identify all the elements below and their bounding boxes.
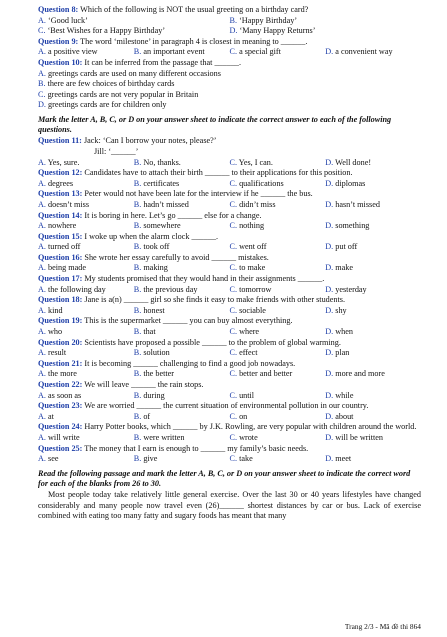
option-letter: A. bbox=[38, 242, 46, 252]
option-letter: A. bbox=[38, 178, 46, 188]
question-stem bbox=[38, 444, 421, 455]
question-text: Harry Potter books, which ______ by J.K. Rowling, are very popular with children around the world. bbox=[82, 422, 417, 432]
answer-option[interactable]: D. put off bbox=[325, 242, 358, 252]
question-item bbox=[38, 136, 421, 168]
answer-option[interactable]: C. Yes, I can. bbox=[229, 157, 273, 167]
question-number: Question 24: bbox=[38, 422, 83, 432]
answer-option[interactable]: D. something bbox=[325, 221, 370, 231]
option-letter: B. bbox=[133, 369, 142, 379]
question-text: She wrote her essay carefully to avoid ______ mistakes. bbox=[82, 252, 269, 262]
question-item bbox=[38, 211, 421, 232]
question-stem bbox=[38, 58, 421, 69]
answer-option[interactable]: C. until bbox=[229, 390, 255, 400]
question-stem bbox=[38, 316, 421, 327]
answer-option[interactable]: A. result bbox=[38, 348, 67, 358]
answer-option[interactable]: A. turned off bbox=[38, 242, 81, 252]
option-letter: B. bbox=[229, 15, 238, 25]
answer-option[interactable]: A. nowhere bbox=[38, 221, 77, 231]
question-item bbox=[38, 422, 421, 443]
answer-option[interactable]: A. see bbox=[38, 454, 59, 464]
question-number: Question 12: bbox=[38, 168, 83, 178]
option-letter: B. bbox=[133, 221, 142, 231]
answer-option[interactable]: C. didn’t miss bbox=[229, 199, 276, 209]
option-letter: C. bbox=[229, 178, 238, 188]
answer-option[interactable]: B. the previous day bbox=[133, 284, 198, 294]
option-letter: C. bbox=[229, 432, 238, 442]
answer-option[interactable]: B. No, thanks. bbox=[133, 157, 181, 167]
option-letter: B. bbox=[133, 390, 142, 400]
answer-option[interactable]: C. a special gift bbox=[229, 47, 281, 57]
option-letter: C. bbox=[229, 327, 238, 337]
answer-options bbox=[38, 47, 421, 58]
page-footer: Trang 2/3 - Mã đề thi 864 bbox=[344, 622, 421, 631]
answer-option[interactable]: A. a positive view bbox=[38, 47, 98, 57]
answer-option[interactable]: C. better and better bbox=[229, 369, 293, 379]
option-letter: D. bbox=[325, 157, 334, 167]
answer-option[interactable]: B. took off bbox=[133, 242, 170, 252]
question-stem bbox=[38, 189, 421, 200]
option-letter: A. bbox=[38, 454, 46, 464]
answer-option[interactable]: C. take bbox=[229, 454, 253, 464]
option-letter: D. bbox=[325, 432, 334, 442]
option-letter: D. bbox=[325, 454, 334, 464]
question-text: It is boring in here. Let’s go ______ else for a change. bbox=[82, 210, 262, 220]
answer-options bbox=[38, 179, 421, 190]
option-letter: C. bbox=[229, 284, 238, 294]
answer-option[interactable]: A. who bbox=[38, 327, 63, 337]
option-letter: A. bbox=[38, 221, 46, 231]
question-text: We will leave ______ the rain stops. bbox=[82, 380, 204, 389]
instruction-passage-26-30: Read the following passage and mark the letter A, B, C, or D on your answer sheet to indicate the correct word for each of the blanks from 26 to 30. bbox=[38, 468, 411, 488]
answer-options bbox=[38, 158, 421, 169]
question-dialog-line: Jill: ‘______’ bbox=[94, 146, 139, 156]
answer-option[interactable]: D. a convenient way bbox=[325, 47, 393, 57]
option-letter: B. bbox=[133, 305, 142, 315]
answer-option[interactable]: C. went off bbox=[229, 242, 267, 252]
question-item bbox=[38, 380, 421, 401]
option-letter: C. bbox=[229, 305, 238, 315]
question-item bbox=[38, 232, 421, 253]
answer-options bbox=[38, 412, 421, 423]
question-stem bbox=[38, 295, 421, 306]
answer-option[interactable]: A. kind bbox=[38, 305, 63, 315]
option-letter: C. bbox=[229, 411, 238, 421]
answer-option[interactable]: A. Yes, sure. bbox=[38, 157, 80, 167]
question-number: Question 21: bbox=[38, 358, 83, 368]
option-letter: A. bbox=[38, 432, 46, 442]
answer-option[interactable]: D. about bbox=[325, 411, 354, 421]
question-text: It is becoming ______ challenging to find a good job nowadays. bbox=[82, 358, 296, 368]
question-text: Candidates have to attach their birth ______ to their applications for this position. bbox=[82, 168, 353, 178]
question-text: Jack: ‘Can I borrow your notes, please?’ bbox=[81, 136, 217, 146]
question-item bbox=[38, 444, 421, 465]
option-letter: A. bbox=[38, 199, 46, 209]
questions-11-25 bbox=[38, 136, 421, 464]
option-letter: A. bbox=[38, 68, 46, 78]
answer-options bbox=[38, 433, 421, 444]
answer-options bbox=[38, 391, 421, 402]
option-letter: A. bbox=[38, 411, 46, 421]
question-stem bbox=[38, 232, 421, 243]
answer-option[interactable]: A. will write bbox=[38, 432, 80, 442]
answer-options bbox=[38, 263, 421, 274]
question-number: Question 15: bbox=[38, 231, 83, 241]
question-stem bbox=[38, 211, 421, 222]
option-letter: D. bbox=[325, 199, 334, 209]
answer-option[interactable]: C. wrote bbox=[229, 432, 258, 442]
option-letter: D. bbox=[325, 242, 334, 252]
option-letter: C. bbox=[38, 89, 46, 99]
option-letter: B. bbox=[133, 157, 142, 167]
option-letter: D. bbox=[325, 305, 334, 315]
answer-option[interactable]: D. yesterday bbox=[325, 284, 367, 294]
answer-option[interactable]: D. meet bbox=[325, 454, 352, 464]
question-number: Question 17: bbox=[38, 274, 83, 284]
answer-option[interactable]: B. solution bbox=[133, 348, 170, 358]
answer-option[interactable]: B. during bbox=[133, 390, 165, 400]
question-stem bbox=[38, 359, 421, 370]
question-item bbox=[38, 168, 421, 189]
option-letter: D. bbox=[325, 263, 334, 273]
answer-option[interactable]: D. Well done! bbox=[325, 157, 372, 167]
option-letter: D. bbox=[325, 390, 334, 400]
option-letter: A. bbox=[38, 15, 46, 25]
answer-options bbox=[38, 221, 421, 232]
option-letter: D. bbox=[325, 327, 334, 337]
question-item bbox=[38, 37, 421, 58]
answer-option[interactable]: D. diplomas bbox=[325, 178, 366, 188]
answer-option[interactable]: A. the following day bbox=[38, 284, 106, 294]
option-letter: C. bbox=[229, 47, 238, 57]
option-letter: C. bbox=[38, 26, 46, 36]
option-letter: B. bbox=[133, 454, 142, 464]
question-number: Question 13: bbox=[38, 189, 83, 199]
question-stem bbox=[38, 37, 421, 48]
question-text: I woke up when the alarm clock ______. bbox=[82, 231, 219, 241]
option-letter: D. bbox=[325, 348, 334, 358]
question-item bbox=[38, 58, 421, 111]
answer-option[interactable]: D. will be written bbox=[325, 432, 384, 442]
option-letter: A. bbox=[38, 263, 46, 273]
option-letter: C. bbox=[229, 263, 238, 273]
question-text: The word ‘milestone’ in paragraph 4 is closest in meaning to ______. bbox=[78, 36, 308, 46]
question-text: Jane is a(n) ______ girl so she finds it easy to make friends with other students. bbox=[82, 295, 345, 305]
question-text: It can be inferred from the passage that ______. bbox=[82, 57, 242, 67]
question-stem bbox=[38, 380, 421, 391]
answer-options bbox=[38, 242, 421, 253]
option-letter: B. bbox=[133, 199, 142, 209]
answer-option[interactable]: A. greetings cards are used on many different occasions bbox=[38, 68, 221, 78]
answer-option[interactable]: A. ‘Good luck’ bbox=[38, 15, 88, 25]
answer-option[interactable]: D. make bbox=[325, 263, 353, 273]
question-text: Peter would not have been late for the interview if he ______ the bus. bbox=[82, 189, 313, 199]
answer-options bbox=[38, 16, 421, 37]
option-letter: A. bbox=[38, 47, 46, 57]
answer-option[interactable]: B. ‘Happy Birthday’ bbox=[229, 15, 298, 25]
option-letter: C. bbox=[229, 369, 238, 379]
answer-option[interactable]: B. making bbox=[133, 263, 168, 273]
answer-option[interactable]: D. while bbox=[325, 390, 354, 400]
answer-option[interactable]: A. as soon as bbox=[38, 390, 82, 400]
answer-option[interactable]: C. qualifications bbox=[229, 178, 284, 188]
question-item bbox=[38, 189, 421, 210]
question-number: Question 25: bbox=[38, 443, 83, 453]
question-item bbox=[38, 295, 421, 316]
option-letter: B. bbox=[133, 263, 142, 273]
option-letter: B. bbox=[133, 47, 142, 57]
option-letter: D. bbox=[38, 100, 46, 110]
option-letter: D. bbox=[325, 284, 334, 294]
question-item bbox=[38, 401, 421, 422]
option-letter: B. bbox=[133, 178, 142, 188]
answer-options bbox=[38, 369, 421, 380]
answer-option[interactable]: C. greetings cards are not very popular in Britain bbox=[38, 89, 199, 99]
option-letter: B. bbox=[133, 242, 142, 252]
option-letter: C. bbox=[229, 157, 238, 167]
question-number: Question 19: bbox=[38, 316, 83, 326]
question-item bbox=[38, 338, 421, 359]
question-stem bbox=[38, 338, 421, 349]
question-stem bbox=[38, 274, 421, 285]
answer-options bbox=[38, 200, 421, 211]
question-number: Question 16: bbox=[38, 252, 83, 262]
question-stem bbox=[38, 168, 421, 179]
question-number: Question 18: bbox=[38, 295, 83, 305]
answer-option[interactable]: C. tomorrow bbox=[229, 284, 272, 294]
question-text: Scientists have proposed a possible ______ to the problem of global warming. bbox=[82, 337, 341, 347]
questions-8-10 bbox=[38, 5, 421, 111]
answer-option[interactable]: B. honest bbox=[133, 305, 165, 315]
answer-option[interactable]: D. ‘Many Happy Returns’ bbox=[229, 26, 316, 36]
question-number: Question 22: bbox=[38, 380, 83, 389]
answer-option[interactable]: C. sociable bbox=[229, 305, 266, 315]
option-letter: C. bbox=[229, 199, 238, 209]
option-letter: A. bbox=[38, 390, 46, 400]
option-letter: B. bbox=[133, 411, 142, 421]
answer-options bbox=[38, 454, 421, 465]
option-letter: B. bbox=[133, 284, 142, 294]
option-letter: A. bbox=[38, 284, 46, 294]
question-item bbox=[38, 5, 421, 37]
question-text: Which of the following is NOT the usual greeting on a birthday card? bbox=[78, 5, 309, 14]
option-letter: D. bbox=[325, 221, 334, 231]
option-letter: B. bbox=[133, 327, 142, 337]
answer-option[interactable]: C. where bbox=[229, 327, 260, 337]
answer-options bbox=[38, 285, 421, 296]
answer-option[interactable]: C. on bbox=[229, 411, 248, 421]
option-letter: C. bbox=[229, 348, 238, 358]
answer-option[interactable]: D. more and more bbox=[325, 369, 385, 379]
question-text: We are worried ______ the current situation of environmental pollution in our country. bbox=[82, 401, 369, 411]
question-item bbox=[38, 253, 421, 274]
option-letter: D. bbox=[229, 26, 238, 36]
question-item bbox=[38, 359, 421, 380]
answer-option[interactable]: B. certificates bbox=[133, 178, 180, 188]
answer-option[interactable]: B. there are few choices of birthday cards bbox=[38, 79, 175, 89]
option-letter: A. bbox=[38, 305, 46, 315]
question-number: Question 11: bbox=[38, 136, 82, 146]
question-text: This is the supermarket ______ you can buy almost everything. bbox=[82, 316, 293, 326]
option-letter: D. bbox=[325, 411, 334, 421]
answer-option[interactable]: C. to make bbox=[229, 263, 266, 273]
question-stem bbox=[38, 5, 421, 16]
option-letter: B. bbox=[133, 432, 142, 442]
option-letter: C. bbox=[229, 221, 238, 231]
passage-text: Most people today take relatively little general exercise. Over the last 30 or 40 years lifestyles have changed considerably and many people now travel even (26)______ shortest distances by car or bus. Lack of exercise combined with eating too many fatty and sugary foods has meant that many bbox=[38, 490, 421, 521]
question-number: Question 10: bbox=[38, 57, 83, 67]
answer-option[interactable]: A. doesn’t miss bbox=[38, 199, 90, 209]
answer-option[interactable]: B. somewhere bbox=[133, 221, 181, 231]
answer-option[interactable]: A. degrees bbox=[38, 178, 74, 188]
question-number: Question 9: bbox=[38, 36, 79, 46]
question-number: Question 20: bbox=[38, 337, 83, 347]
answer-option[interactable]: B. that bbox=[133, 327, 156, 337]
question-stem bbox=[38, 136, 421, 147]
option-letter: A. bbox=[38, 369, 46, 379]
answer-options bbox=[38, 327, 421, 338]
option-letter: A. bbox=[38, 157, 46, 167]
question-number: Question 23: bbox=[38, 401, 83, 411]
answer-option[interactable]: A. at bbox=[38, 411, 54, 421]
question-item bbox=[38, 274, 421, 295]
option-letter: C. bbox=[229, 390, 238, 400]
question-stem bbox=[38, 422, 421, 433]
answer-options bbox=[38, 69, 421, 111]
option-letter: D. bbox=[325, 47, 334, 57]
answer-option[interactable]: C. ‘Best Wishes for a Happy Birthday’ bbox=[38, 26, 166, 36]
answer-option[interactable]: B. the better bbox=[133, 369, 174, 379]
answer-option[interactable]: C. effect bbox=[229, 348, 258, 358]
question-number: Question 8: bbox=[38, 5, 79, 14]
answer-option[interactable]: D. hasn’t missed bbox=[325, 199, 380, 209]
answer-option[interactable]: D. greetings cards are for children only bbox=[38, 100, 167, 110]
answer-option[interactable]: B. were written bbox=[133, 432, 185, 442]
answer-option[interactable]: B. of bbox=[133, 411, 151, 421]
question-stem bbox=[38, 253, 421, 264]
answer-option[interactable]: B. hadn’t missed bbox=[133, 199, 189, 209]
answer-option[interactable]: B. give bbox=[133, 454, 158, 464]
question-text: My students promised that they would hand in their assignments ______. bbox=[82, 274, 325, 284]
answer-options bbox=[38, 348, 421, 359]
question-item bbox=[38, 316, 421, 337]
option-letter: A. bbox=[38, 327, 46, 337]
answer-option[interactable]: C. nothing bbox=[229, 221, 265, 231]
answer-option[interactable]: A. the more bbox=[38, 369, 77, 379]
answer-option[interactable]: A. being made bbox=[38, 263, 86, 273]
answer-options bbox=[38, 306, 421, 317]
instruction-questions-11-25: Mark the letter A, B, C, or D on your answer sheet to indicate the correct answer to each of the following questions. bbox=[38, 114, 392, 135]
question-number: Question 14: bbox=[38, 210, 83, 220]
option-letter: B. bbox=[38, 79, 46, 89]
question-text: The money that I earn is enough to ______ my family’s basic needs. bbox=[82, 443, 309, 453]
question-stem bbox=[38, 401, 421, 412]
option-letter: D. bbox=[325, 369, 334, 379]
option-letter: C. bbox=[229, 454, 238, 464]
answer-option[interactable]: D. shy bbox=[325, 305, 347, 315]
option-letter: A. bbox=[38, 348, 46, 358]
option-letter: C. bbox=[229, 242, 238, 252]
answer-option[interactable]: B. an important event bbox=[133, 47, 205, 57]
answer-option[interactable]: D. plan bbox=[325, 348, 350, 358]
answer-option[interactable]: D. when bbox=[325, 327, 353, 337]
option-letter: B. bbox=[133, 348, 142, 358]
option-letter: D. bbox=[325, 178, 334, 188]
